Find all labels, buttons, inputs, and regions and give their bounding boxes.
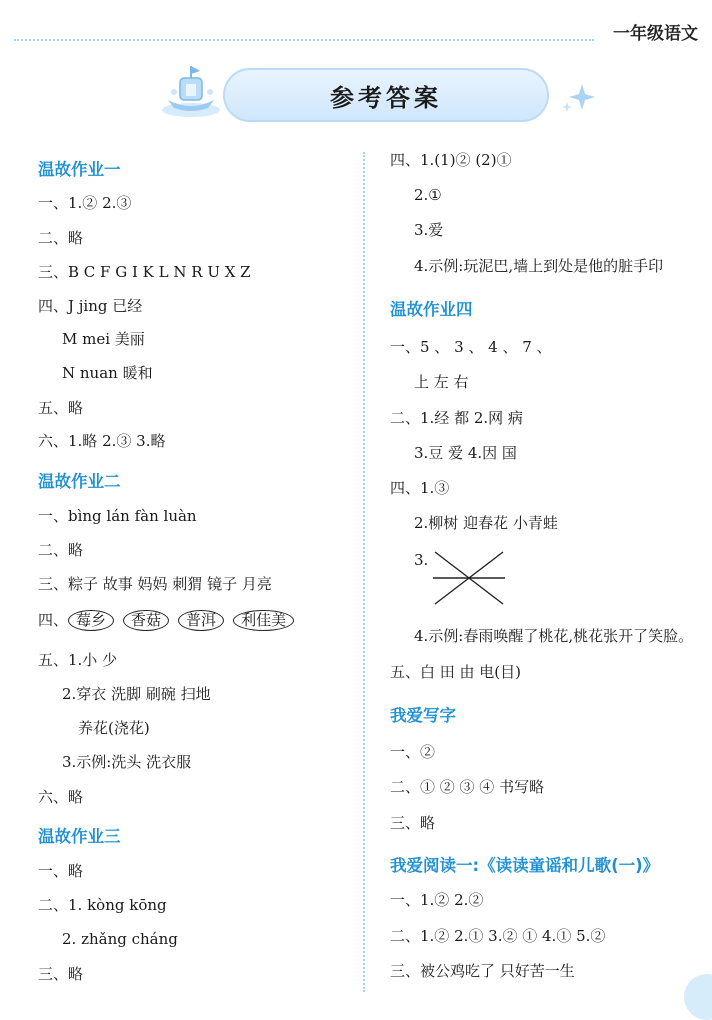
answer-line: 四、1.③	[390, 479, 450, 497]
answer-line: M mei 美丽	[62, 330, 145, 348]
answer-line: 一、②	[390, 743, 436, 761]
corner-decoration	[684, 974, 712, 1020]
answer-line: 三、粽子 故事 妈妈 刺猬 镜子 月亮	[38, 575, 272, 593]
answer-line: 一、1.② 2.③	[38, 194, 132, 212]
answer-line: 4.示例:玩泥巴,墙上到处是他的脏手印	[414, 257, 664, 275]
section-heading-1: 温故作业一	[38, 160, 121, 179]
answer-line: 2.①	[414, 186, 442, 204]
section-heading-2: 温故作业二	[38, 472, 121, 491]
answer-line: 二、略	[38, 541, 84, 559]
answer-line: 六、1.略 2.③ 3.略	[38, 432, 166, 450]
section-heading-3: 温故作业三	[38, 827, 121, 846]
answer-line: 二、略	[38, 229, 84, 247]
answer-line-ovals	[38, 610, 303, 631]
answer-line: 上 左 右	[414, 373, 469, 391]
answer-line: 四、1.(1)② (2)①	[390, 151, 512, 169]
circled-word: 香菇	[123, 610, 169, 631]
answer-line: 一、略	[38, 862, 84, 880]
answer-line: 五、略	[38, 399, 84, 417]
circled-word: 莓乡	[68, 610, 114, 631]
answer-line: 三、略	[38, 965, 84, 983]
page-title: 参考答案	[330, 83, 442, 112]
answer-line: 2.柳树 迎春花 小青蛙	[414, 514, 558, 532]
crossed-lines-diagram	[433, 550, 505, 606]
column-divider	[363, 152, 365, 992]
sparkle-star-icon	[562, 82, 598, 112]
circled-word: 普洱	[178, 610, 224, 631]
answer-line: 三、略	[390, 814, 436, 832]
section-heading-4: 温故作业四	[390, 300, 473, 319]
answer-line: 三、B C F G I K L N R U X Z	[38, 263, 251, 281]
answer-line: 六、略	[38, 788, 84, 806]
answer-line: 二、1. kòng kōng	[38, 896, 167, 914]
header-dotted-rule	[14, 39, 594, 41]
answer-line: 一、1.② 2.②	[390, 891, 484, 909]
answer-line: N nuan 暖和	[62, 364, 153, 382]
section-heading-6: 我爱阅读一:《读读童谣和儿歌(一)》	[390, 856, 660, 875]
answer-line: 3.	[414, 551, 429, 569]
answer-line: 养花(浇花)	[78, 719, 150, 737]
answer-line: 五、1.小 少	[38, 651, 118, 669]
answer-line: 二、① ② ③ ④ 书写略	[390, 778, 545, 796]
circled-word: 利佳美	[233, 610, 294, 631]
answer-line: 五、白 田 由 电(目)	[390, 663, 522, 681]
answer-line: 一、5 、 3 、 4 、 7 、	[390, 338, 552, 356]
answer-line: 2. zhǎng cháng	[62, 930, 178, 948]
answer-line: 三、被公鸡吃了 只好苦一生	[390, 962, 575, 980]
answer-line: 2.穿衣 洗脚 刷碗 扫地	[62, 685, 211, 703]
answer-line: 3.豆 爱 4.因 国	[414, 444, 517, 462]
answer-line: 一、bìng lán fàn luàn	[38, 507, 197, 525]
boat-decoration-icon	[160, 62, 222, 120]
answer-line: 二、1.经 都 2.网 病	[390, 409, 523, 427]
answer-line: 四、J jing 已经	[38, 297, 143, 315]
answer-prefix: 四、	[38, 611, 69, 629]
answer-line: 4.示例:春雨唤醒了桃花,桃花张开了笑脸。	[414, 627, 694, 645]
answer-line: 二、1.② 2.① 3.② ① 4.① 5.②	[390, 927, 606, 945]
answer-line: 3.示例:洗头 洗衣服	[62, 753, 192, 771]
section-heading-5: 我爱写字	[390, 706, 456, 725]
title-banner	[223, 68, 549, 122]
grade-label: 一年级语文	[613, 24, 698, 44]
answer-line: 3.爱	[414, 221, 444, 239]
